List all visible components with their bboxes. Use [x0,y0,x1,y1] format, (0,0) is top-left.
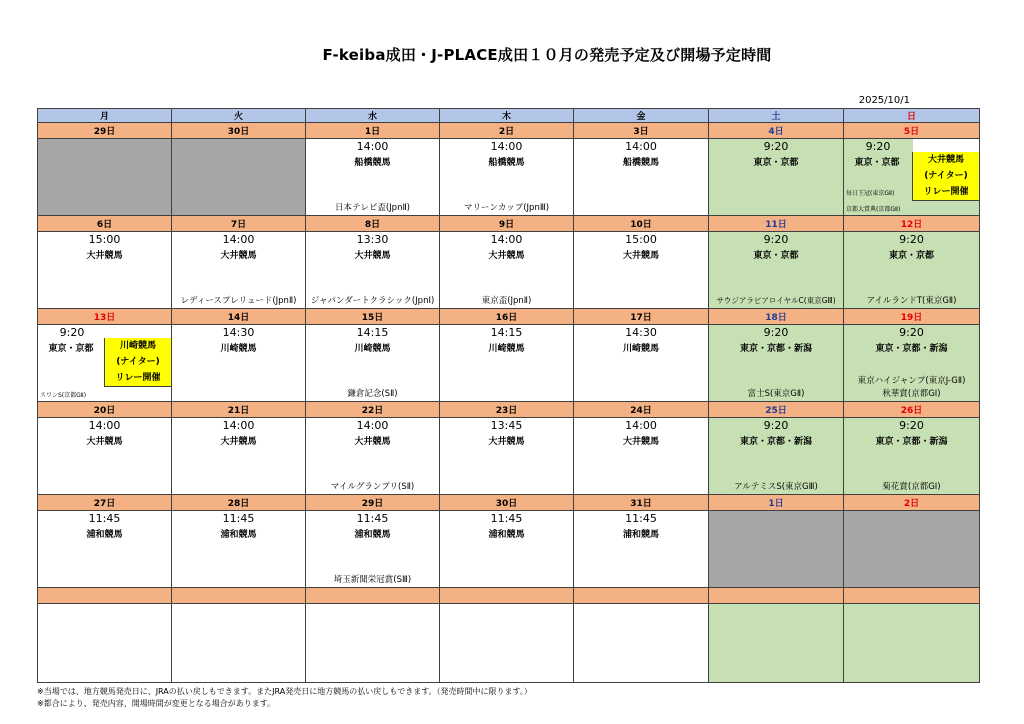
open-time: 9:20 [763,419,789,432]
date-cell: 26日 [844,402,980,418]
venue: 東京・京都・新潟 [739,437,812,447]
date-cell [844,588,980,604]
venue: 浦和競馬 [220,530,257,540]
footnotes [37,686,532,710]
featured-race: マイルグランプリ(SⅡ) [330,482,415,492]
relay-notice [912,152,979,201]
weekday-fri: 金 [574,109,709,123]
venue: 大井競馬 [354,251,391,261]
venue: 川崎競馬 [622,344,659,354]
open-time: 14:00 [625,140,657,153]
venue: 浦和競馬 [86,530,123,540]
date-cell: 17日 [574,309,709,325]
date-cell [172,588,306,604]
schedule-cell [574,139,709,216]
featured-race: ジャパンダートクラシック(JpnⅠ) [310,296,435,306]
featured-race: 東京ハイジャンプ(東京J-GⅡ) [857,376,966,386]
open-time: 13:30 [356,233,389,246]
schedule-cell [709,232,844,309]
open-time: 14:30 [625,326,657,339]
date-cell: 24日 [574,402,709,418]
open-time: 9:20 [865,140,891,153]
date-cell: 19日 [844,309,980,325]
footnote: ※当場では、地方競馬発売日に、JRAの払い戻しもできます。またJRA発売日に地方競馬の払い戻しもできます。（発売時間中に限ります。） [37,687,532,696]
venue: 川崎競馬 [220,344,257,354]
schedule-cell [709,418,844,495]
schedule-row [38,511,980,588]
relay-venue: 川崎競馬 [119,341,156,351]
featured-race: 日本テレビ盃(JpnⅡ) [335,203,410,213]
schedule-cell [172,232,306,309]
open-time: 14:00 [356,140,389,153]
schedule-cell [38,418,172,495]
schedule-cell [440,604,574,683]
date-cell: 1日 [709,495,844,511]
featured-race: 菊花賞(京都GⅠ) [882,482,941,492]
date-cell: 29日 [38,123,172,139]
date-cell: 3日 [574,123,709,139]
featured-race: マリーンカップ(JpnⅢ) [463,203,550,213]
venue: 東京・京都・新潟 [739,344,812,354]
venue: 船橋競馬 [354,158,391,168]
relay-night: (ナイター) [116,357,160,367]
venue: 東京・京都 [854,158,900,168]
date-cell: 7日 [172,216,306,232]
date-row [38,123,980,139]
open-time: 14:00 [490,233,523,246]
date-cell [440,588,574,604]
date-cell: 16日 [440,309,574,325]
venue: 大井競馬 [86,437,123,447]
venue: 東京・京都 [753,251,799,261]
schedule-row [38,418,980,495]
open-time: 14:00 [356,419,389,432]
open-time: 14:00 [222,419,255,432]
featured-race: レディースプレリュード(JpnⅡ) [180,296,297,306]
date-cell: 8日 [306,216,440,232]
date-row [38,495,980,511]
featured-race: アルテミスS(東京GⅢ) [734,482,818,492]
featured-race: 埼玉新聞栄冠賞(SⅢ) [333,575,412,585]
open-time: 14:15 [356,326,389,339]
schedule-cell [172,418,306,495]
venue: 東京・京都 [888,251,934,261]
schedule-cell [440,325,574,402]
schedule-cell [172,511,306,588]
weekday-thu: 木 [440,109,574,123]
date-cell: 15日 [306,309,440,325]
schedule-cell [574,232,709,309]
schedule-cell [709,604,844,683]
date-cell: 27日 [38,495,172,511]
schedule-cell [440,139,574,216]
date-cell: 31日 [574,495,709,511]
open-time: 13:45 [490,419,523,432]
schedule-cell [440,418,574,495]
open-time: 11:45 [625,512,657,525]
venue: 船橋競馬 [488,158,525,168]
schedule-cell [844,232,980,309]
weekday-tue: 火 [172,109,306,123]
date-cell: 10日 [574,216,709,232]
open-time: 14:00 [88,419,121,432]
schedule-cell [574,418,709,495]
featured-race: サウジアラビアロイヤルC(東京GⅢ) [716,296,836,305]
venue: 東京・京都・新潟 [875,344,948,354]
venue: 大井競馬 [622,437,659,447]
closed-cell [844,511,980,588]
schedule-cell [172,325,306,402]
schedule-cell [440,232,574,309]
date-cell: 12日 [844,216,980,232]
date-cell: 9日 [440,216,574,232]
featured-race: 秋華賞(京都GⅠ) [882,389,941,399]
venue: 大井競馬 [220,437,257,447]
venue: 大井競馬 [622,251,659,261]
schedule-cell [440,511,574,588]
open-time: 15:00 [88,233,121,246]
relay-venue: 大井競馬 [927,155,964,165]
schedule-cell [172,604,306,683]
schedule-row [38,232,980,309]
open-time: 14:00 [222,233,255,246]
schedule-cell [844,418,980,495]
schedule-cell [38,232,172,309]
date-cell: 22日 [306,402,440,418]
date-row [38,402,980,418]
schedule-cell [38,511,172,588]
relay-notice [104,338,171,387]
date-cell [38,588,172,604]
schedule-cell [306,325,440,402]
schedule-cell [709,139,844,216]
weekday-wed: 水 [306,109,440,123]
date-cell: 1日 [306,123,440,139]
date-cell: 4日 [709,123,844,139]
venue: 浦和競馬 [354,530,391,540]
closed-cell [172,139,306,216]
date-cell: 29日 [306,495,440,511]
featured-race: 毎日王冠(東京GⅡ) [846,190,895,197]
date-cell: 5日 [844,123,980,139]
open-time: 11:45 [356,512,389,525]
open-time: 9:20 [763,140,789,153]
schedule-cell [574,604,709,683]
schedule-calendar [37,108,980,683]
open-time: 14:00 [625,419,657,432]
open-time: 11:45 [222,512,255,525]
schedule-cell [574,325,709,402]
schedule-cell [844,139,980,216]
featured-race: スワンS(京都GⅡ) [40,392,87,399]
date-cell: 2日 [844,495,980,511]
schedule-cell [306,139,440,216]
date-cell: 28日 [172,495,306,511]
date-cell [709,588,844,604]
schedule-cell [844,325,980,402]
featured-race: 鎌倉記念(SⅡ) [347,389,398,399]
page-title: F-keiba成田・J-PLACE成田１０月の発売予定及び開場予定時間 [322,46,772,64]
open-time: 11:45 [490,512,523,525]
venue: 大井競馬 [488,251,525,261]
weekday-sat: 土 [709,109,844,123]
date-cell: 30日 [172,123,306,139]
date-row [38,309,980,325]
venue: 東京・京都 [48,344,94,354]
venue: 川崎競馬 [488,344,525,354]
schedule-cell [574,511,709,588]
open-time: 9:20 [899,326,924,339]
relay-label: リレー開催 [923,187,969,197]
schedule-cell [306,511,440,588]
schedule-cell [38,325,172,402]
date-cell: 30日 [440,495,574,511]
relay-label: リレー開催 [115,373,161,383]
schedule-cell [306,604,440,683]
venue: 浦和競馬 [622,530,659,540]
venue: 大井競馬 [220,251,257,261]
featured-race: 京都大賞典(京都GⅡ) [846,206,901,213]
open-time: 9:20 [899,419,924,432]
venue: 東京・京都・新潟 [875,437,948,447]
featured-race: 東京盃(JpnⅡ) [481,296,532,306]
venue: 浦和競馬 [488,530,525,540]
venue: 大井競馬 [354,437,391,447]
weekday-mon: 月 [38,109,172,123]
date-cell: 18日 [709,309,844,325]
date-cell: 20日 [38,402,172,418]
venue: 大井競馬 [488,437,525,447]
issue-date: 2025/10/1 [858,95,910,106]
date-cell: 6日 [38,216,172,232]
weekday-header-row [38,109,980,123]
date-cell: 21日 [172,402,306,418]
open-time: 11:45 [88,512,121,525]
venue: 船橋競馬 [622,158,659,168]
open-time: 14:15 [490,326,523,339]
relay-night: (ナイター) [924,171,968,181]
date-row [38,216,980,232]
schedule-row [38,325,980,402]
schedule-row [38,604,980,683]
date-cell: 14日 [172,309,306,325]
open-time: 9:20 [899,233,924,246]
date-cell: 25日 [709,402,844,418]
open-time: 9:20 [763,326,789,339]
date-cell: 13日 [38,309,172,325]
schedule-cell [844,604,980,683]
open-time: 15:00 [625,233,657,246]
date-row [38,588,980,604]
date-cell [306,588,440,604]
closed-cell [38,139,172,216]
closed-cell [709,511,844,588]
weekday-sun: 日 [844,109,980,123]
open-time: 14:30 [222,326,255,339]
open-time: 9:20 [763,233,789,246]
date-cell: 2日 [440,123,574,139]
open-time: 9:20 [59,326,85,339]
schedule-cell [306,418,440,495]
venue: 川崎競馬 [354,344,391,354]
schedule-cell [306,232,440,309]
featured-race: アイルランドT(東京GⅡ) [866,296,957,306]
schedule-row [38,139,980,216]
date-cell [574,588,709,604]
featured-race: 富士S(東京GⅡ) [747,389,805,399]
date-cell: 23日 [440,402,574,418]
footnote: ※都合により、発売内容、開場時間が変更となる場合があります。 [37,699,276,708]
venue: 東京・京都 [753,158,799,168]
venue: 大井競馬 [86,251,123,261]
schedule-cell [38,604,172,683]
schedule-cell [709,325,844,402]
open-time: 14:00 [490,140,523,153]
date-cell: 11日 [709,216,844,232]
